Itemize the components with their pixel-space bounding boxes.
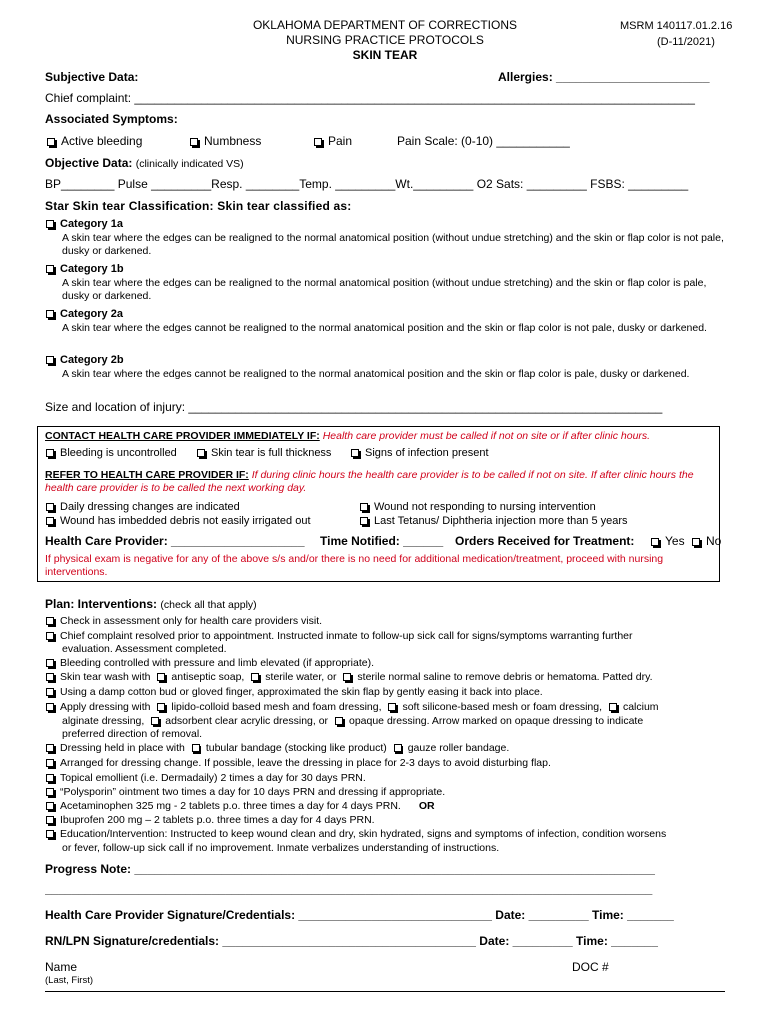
contact-item-label: Bleeding is uncontrolled: [60, 447, 177, 459]
no-label: No: [706, 534, 722, 548]
category-name: Category 2a: [60, 308, 123, 320]
agency-title: OKLAHOMA DEPARTMENT OF CORRECTIONS: [252, 18, 518, 32]
checkbox-icon[interactable]: [46, 703, 54, 711]
category-1b[interactable]: [46, 263, 124, 275]
checkbox-icon[interactable]: [46, 673, 54, 681]
orders-label: Orders Received for Treatment:: [455, 534, 635, 548]
checkbox-icon[interactable]: [47, 138, 55, 146]
hcp-signature-field[interactable]: Health Care Provider Signature/Credentials: _____________________________ Date: _________ Time: _______: [45, 908, 674, 922]
plan-item-label: Ibuprofen 200 mg – 2 tablets p.o. three times a day for 4 days PRN.: [60, 814, 375, 826]
checkbox-icon[interactable]: [46, 774, 54, 782]
plan-item-chief-resolved-cont: evaluation. Assessment completed.: [62, 643, 227, 655]
checkbox-icon[interactable]: [351, 449, 359, 457]
checkbox-icon[interactable]: [46, 356, 54, 364]
category-2b[interactable]: [46, 354, 124, 366]
refer-note: If during clinic hours the health care provider is to be called if not on site. If after clinic hours the health care provider is to be called the next working day.: [45, 469, 694, 494]
plan-item-bleeding[interactable]: [46, 657, 374, 669]
plan-item-label: Acetaminophen 325 mg - 2 tablets p.o. three times a day for 4 days PRN.: [60, 800, 401, 812]
allergies-field[interactable]: Allergies: _______________________: [498, 70, 710, 84]
refer-item-label: Wound has imbedded debris not easily irrigated out: [60, 515, 311, 527]
plan-note: (check all that apply): [160, 599, 257, 611]
checkbox-icon[interactable]: [197, 449, 205, 457]
refer-imbedded-debris[interactable]: [46, 515, 311, 527]
checkbox-icon[interactable]: [46, 617, 54, 625]
size-location-field[interactable]: Size and location of injury: _______________________________________________________________________: [45, 400, 663, 414]
checkbox-icon[interactable]: [343, 673, 351, 681]
contact-note: Health care provider must be called if not on site or if after clinic hours.: [322, 430, 651, 442]
plan-item-education-cont: or fever, follow-up sick call if no improvement. Inmate verbalizes understanding of instructions.: [62, 842, 500, 854]
category-name: Category 1a: [60, 218, 123, 230]
progress-note-line2[interactable]: ___________________________________________________________________________________________: [45, 882, 653, 896]
refer-not-responding[interactable]: [360, 501, 596, 513]
pain-scale-field[interactable]: Pain Scale: (0-10) ___________: [397, 134, 570, 148]
plan-item-acetaminophen[interactable]: [46, 800, 435, 812]
checkbox-icon[interactable]: [190, 138, 198, 146]
symptom-numbness[interactable]: [190, 134, 261, 148]
plan-item-label: Skin tear wash with: [60, 671, 151, 683]
plan-option-label: gauze roller bandage.: [407, 742, 510, 754]
plan-item-label: Apply dressing with: [60, 701, 151, 713]
plan-item-label: Topical emollient (i.e. Dermadaily) 2 times a day for 30 days PRN.: [60, 772, 366, 784]
orders-no[interactable]: [692, 534, 721, 548]
contact-label: CONTACT HEALTH CARE PROVIDER IMMEDIATELY IF:: [45, 430, 320, 442]
plan-option-label: alginate dressing,: [62, 715, 145, 727]
plan-option-label: sterile normal saline to remove debris or hematoma. Patted dry.: [357, 671, 653, 683]
orders-received: [455, 534, 634, 548]
category-1a[interactable]: [46, 218, 123, 230]
category-name: Category 1b: [60, 263, 124, 275]
objective-note: (clinically indicated VS): [135, 158, 244, 170]
category-2b-desc: A skin tear where the edges cannot be realigned to the normal anatomical position and the skin or flap color is pale, dusky or darkened.: [62, 368, 690, 380]
name-line[interactable]: [45, 991, 725, 992]
symptom-label: Pain: [328, 134, 353, 148]
refer-item-label: Last Tetanus/ Diphtheria injection more than 5 years: [374, 515, 628, 527]
plan-option-label: adsorbent clear acrylic dressing, or: [165, 715, 329, 727]
plan-item-label: Using a damp cotton bud or gloved finger, approximated the skin flap by gently easing it back into place.: [60, 686, 543, 698]
plan-item-approximate[interactable]: [46, 686, 543, 698]
plan-item-label: Dressing held in place with: [60, 742, 185, 754]
plan-item-wash: [46, 671, 653, 683]
contact-item-label: Signs of infection present: [365, 447, 489, 459]
contact-infection[interactable]: [351, 447, 489, 459]
form-revision: (D-11/2021): [657, 36, 715, 48]
time-notified-field[interactable]: Time Notified: ______: [320, 534, 444, 548]
checkbox-icon[interactable]: [388, 703, 396, 711]
contact-full-thickness[interactable]: [197, 447, 331, 459]
plan-item-arranged[interactable]: [46, 757, 551, 769]
checkbox-icon[interactable]: [46, 788, 54, 796]
category-2a-desc: A skin tear where the edges cannot be realigned to the normal anatomical position and the skin or flap color is not pale, dusky or darkened.: [62, 322, 707, 334]
vitals-fields[interactable]: BP________ Pulse _________Resp. ________Temp. _________Wt._________ O2 Sats: _________ FSBS: _________: [45, 177, 689, 191]
plan-item-label: Bleeding controlled with pressure and limb elevated (if appropriate).: [60, 657, 375, 669]
plan-heading: [45, 597, 257, 611]
plan-item-check-in[interactable]: [46, 615, 322, 627]
checkbox-icon[interactable]: [46, 759, 54, 767]
checkbox-icon[interactable]: [46, 449, 54, 457]
plan-item-dressing-cont: [62, 715, 643, 727]
checkbox-icon[interactable]: [651, 538, 659, 546]
checkbox-icon[interactable]: [46, 517, 54, 525]
symptom-active-bleeding[interactable]: [47, 134, 142, 148]
progress-note-field[interactable]: Progress Note: ______________________________________________________________________________: [45, 862, 655, 876]
plan-option-label: opaque dressing. Arrow marked on opaque dressing to indicate: [348, 715, 644, 727]
checkbox-icon[interactable]: [46, 220, 54, 228]
contact-bleeding[interactable]: [46, 447, 177, 459]
plan-item-held: [46, 742, 509, 754]
plan-option-label: antiseptic soap,: [171, 671, 245, 683]
provider-field[interactable]: Health Care Provider: ____________________: [45, 534, 305, 548]
checkbox-icon[interactable]: [46, 659, 54, 667]
objective-label: Objective Data:: [45, 156, 133, 170]
category-name: Category 2b: [60, 354, 124, 366]
plan-label: Plan: Interventions:: [45, 597, 158, 611]
checkbox-icon[interactable]: [192, 744, 200, 752]
chief-complaint-field[interactable]: Chief complaint: ____________________________________________________________________________________: [45, 91, 695, 105]
contact-line: [45, 430, 650, 442]
plan-item-dressing-cont2: preferred direction of removal.: [62, 728, 203, 740]
protocols-title: NURSING PRACTICE PROTOCOLS: [286, 33, 484, 47]
checkbox-icon[interactable]: [157, 673, 165, 681]
checkbox-icon[interactable]: [692, 538, 700, 546]
checkbox-icon[interactable]: [46, 688, 54, 696]
symptom-label: Numbness: [204, 134, 262, 148]
symptom-pain[interactable]: [314, 134, 352, 148]
checkbox-icon[interactable]: [46, 503, 54, 511]
checkbox-icon[interactable]: [151, 717, 159, 725]
rn-signature-field[interactable]: RN/LPN Signature/credentials: ______________________________________ Date: _________ Time: _______: [45, 934, 658, 948]
subjective-label: Subjective Data:: [45, 70, 139, 84]
plan-item-education[interactable]: [46, 828, 666, 840]
form-title: SKIN TEAR: [352, 48, 418, 62]
plan-item-label: Check in assessment only for health care providers visit.: [60, 615, 323, 627]
plan-item-polysporin[interactable]: [46, 786, 445, 798]
plan-option-label: tubular bandage (stocking like product): [205, 742, 387, 754]
plan-option-label: soft silicone-based mesh or foam dressing,: [402, 701, 603, 713]
checkbox-icon[interactable]: [46, 816, 54, 824]
checkbox-icon[interactable]: [609, 703, 617, 711]
checkbox-icon[interactable]: [335, 717, 343, 725]
refer-item-label: Daily dressing changes are indicated: [60, 501, 240, 513]
category-1a-desc: A skin tear where the edges can be realigned to the normal anatomical position (without undue stretching) and the skin or flap color is not pale, dusky or darkened.: [62, 232, 724, 257]
name-sub-label: (Last, First): [45, 975, 94, 986]
category-2a[interactable]: [46, 308, 123, 320]
checkbox-icon[interactable]: [360, 517, 368, 525]
plan-item-label: “Polysporin” ointment two times a day for 10 days PRN and dressing if appropriate.: [60, 786, 446, 798]
name-label: Name: [45, 960, 78, 974]
checkbox-icon[interactable]: [46, 265, 54, 273]
checkbox-icon[interactable]: [314, 138, 322, 146]
plan-option-label: calcium: [622, 701, 659, 713]
symptom-label: Active bleeding: [61, 134, 143, 148]
plan-item-chief-resolved[interactable]: [46, 630, 633, 642]
orders-yes[interactable]: [651, 534, 685, 548]
refer-daily-dressing[interactable]: [46, 501, 240, 513]
plan-item-dressing: [46, 701, 659, 713]
plan-item-label: Arranged for dressing change. If possible, leave the dressing in place for 2-3 days to avoid disturbing flap.: [60, 757, 551, 769]
refer-item-label: Wound not responding to nursing intervention: [374, 501, 596, 513]
refer-line: [45, 469, 713, 495]
objective-section: [45, 156, 244, 170]
plan-item-label: Chief complaint resolved prior to appointment. Instructed inmate to follow-up sick call for signs/symptoms warranting further: [60, 630, 633, 642]
negative-note: If physical exam is negative for any of the above s/s and/or there is no need for additional medication/treatment, proceed with nursing interventions.: [45, 553, 664, 578]
category-1b-desc: A skin tear where the edges can be realigned to the normal anatomical position (without undue stretching) and the skin or flap color is pale, dusky or darkened.: [62, 277, 707, 302]
symptoms-label: Associated Symptoms:: [45, 112, 178, 126]
yes-label: Yes: [665, 534, 685, 548]
checkbox-icon[interactable]: [394, 744, 402, 752]
contact-item-label: Skin tear is full thickness: [211, 447, 332, 459]
plan-option-label: sterile water, or: [265, 671, 337, 683]
or-label: OR: [418, 800, 435, 812]
checkbox-icon[interactable]: [157, 703, 165, 711]
plan-option-label: lipido-colloid based mesh and foam dressing,: [171, 701, 382, 713]
checkbox-icon[interactable]: [251, 673, 259, 681]
doc-number-label: DOC #: [572, 960, 609, 974]
plan-item-label: Education/Intervention: Instructed to keep wound clean and dry, skin hydrated, signs and symptoms of infection, condition worsens: [60, 828, 667, 840]
plan-item-ibuprofen[interactable]: [46, 814, 375, 826]
checkbox-icon[interactable]: [46, 802, 54, 810]
classification-label: Star Skin tear Classification: Skin tear classified as:: [45, 199, 352, 213]
form-number: MSRM 140117.01.2.16: [620, 20, 733, 32]
plan-item-emollient[interactable]: [46, 772, 366, 784]
refer-label: REFER TO HEALTH CARE PROVIDER IF:: [45, 469, 249, 481]
checkbox-icon[interactable]: [46, 310, 54, 318]
checkbox-icon[interactable]: [46, 632, 54, 640]
checkbox-icon[interactable]: [46, 744, 54, 752]
checkbox-icon[interactable]: [360, 503, 368, 511]
checkbox-icon[interactable]: [46, 830, 54, 838]
refer-tetanus[interactable]: [360, 515, 628, 527]
